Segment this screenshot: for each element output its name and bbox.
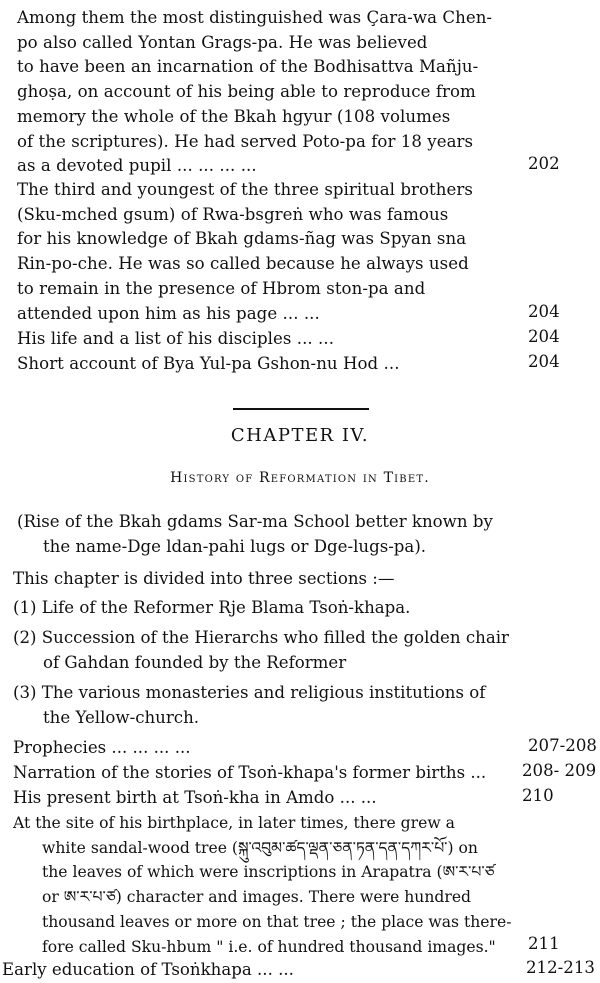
toc-entry-present-birth — [13, 786, 523, 811]
section-item-1 — [13, 596, 593, 621]
toc-line: ghoṣa, on account of his being able to reproduce from — [17, 82, 476, 102]
toc-entry-former-births — [13, 761, 523, 786]
page-number: 212-213 — [526, 958, 595, 977]
page-number: 210 — [522, 786, 554, 805]
toc-line: His life and a list of his disciples ... ... — [17, 329, 335, 348]
toc-line: white sandal-wood tree (སྐུ་འབུམ་ཚད་ལྡན་ཅན་ཏན་དན་དཀར་པོ་) on — [42, 838, 478, 857]
toc-line: Narration of the stories of Tsoṅ-khapa's former births ... — [13, 763, 487, 782]
section-line: the Yellow-church. — [43, 707, 200, 727]
page-number: 204 — [528, 352, 560, 371]
toc-line: Among them the most distinguished was Çara-wa Chen- — [17, 8, 493, 27]
toc-entry-spyan-sna — [17, 178, 557, 326]
intro-line: the name-Dge ldan-pahi lugs or Dge-lugs-pa). — [43, 536, 427, 556]
division-note — [13, 567, 573, 592]
toc-line: Prophecies ... ... ... ... — [13, 738, 191, 757]
toc-entry-disciples — [17, 327, 537, 352]
toc-line: Early education of Tsoṅkhapa ... ... — [2, 960, 294, 979]
chapter-heading: CHAPTER IV. — [230, 425, 370, 446]
toc-entry-prophecies — [13, 736, 523, 761]
page-number: 204 — [528, 327, 560, 346]
toc-line-text: as a devoted pupil ... ... ... ... — [17, 156, 257, 176]
toc-line: The third and youngest of the three spiritual brothers — [17, 180, 473, 199]
intro-line: (Rise of the Bkah gdams Sar-ma School better known by — [17, 512, 493, 531]
section-item-3 — [13, 681, 593, 730]
toc-line: po also called Yontan Grags-pa. He was believed — [17, 32, 428, 52]
toc-line: Rin-po-che. He was so called because he always used — [17, 254, 469, 274]
section-divider — [233, 408, 369, 410]
section-item-2 — [13, 626, 593, 675]
section-line: of Gahdan founded by the Reformer — [43, 652, 347, 672]
section-line: (3) The various monasteries and religious institutions of — [13, 683, 486, 702]
page-number: 207-208 — [528, 736, 597, 755]
page-number: 211 — [528, 934, 560, 953]
toc-line: attended upon him as his page ... ... — [17, 303, 320, 323]
toc-entry-sandal-wood-tree — [13, 811, 513, 959]
toc-line: memory the whole of the Bkah hgyur (108 volumes — [17, 106, 451, 126]
division-note-text: This chapter is divided into three sections :— — [13, 569, 395, 588]
toc-line: to have been an incarnation of the Bodhisattva Mañju- — [17, 57, 479, 77]
toc-entry-bya-yul-pa — [17, 352, 537, 377]
intro-paragraph — [17, 510, 577, 559]
toc-line: of the scriptures). He had served Poto-pa for 18 years — [17, 131, 474, 151]
toc-line: for his knowledge of Bkah gdams-ñag was Spyan sna — [17, 229, 467, 249]
toc-line: thousand leaves or more on that tree ; the place was there- — [42, 912, 512, 931]
section-line: (1) Life of the Reformer Rje Blama Tsoṅ-khapa. — [13, 598, 411, 617]
toc-entry-early-education — [2, 958, 502, 983]
section-line: (2) Succession of the Hierarchs who filled the golden chair — [13, 628, 509, 647]
toc-entry-cara-wa — [17, 6, 557, 179]
toc-line: to remain in the presence of Hbrom ston-pa and — [17, 278, 426, 298]
toc-line: At the site of his birthplace, in later times, there grew a — [13, 814, 455, 832]
chapter-subtitle: History of Reformation in Tibet. — [170, 470, 430, 486]
toc-line: the leaves of which were inscriptions in Arapatra (ཨ་ར་པ་ཙ — [42, 863, 495, 882]
page-number: 204 — [528, 302, 560, 321]
toc-line: fore called Sku-hbum " i.e. of hundred thousand images." — [42, 937, 496, 956]
toc-line: His present birth at Tsoṅ-kha in Amdo ... ... — [13, 788, 377, 807]
toc-line: or ཨ་ར་པ་ཙ) character and images. There were hundred — [42, 888, 472, 907]
page-number: 202 — [528, 154, 560, 173]
toc-line: Short account of Bya Yul-pa Gshon-nu Hod ... — [17, 354, 400, 373]
toc-line — [17, 154, 557, 179]
toc-line: (Sku-mched gsum) of Rwa-bsgreṅ who was famous — [17, 204, 449, 224]
page-number: 208- 209 — [522, 761, 597, 780]
